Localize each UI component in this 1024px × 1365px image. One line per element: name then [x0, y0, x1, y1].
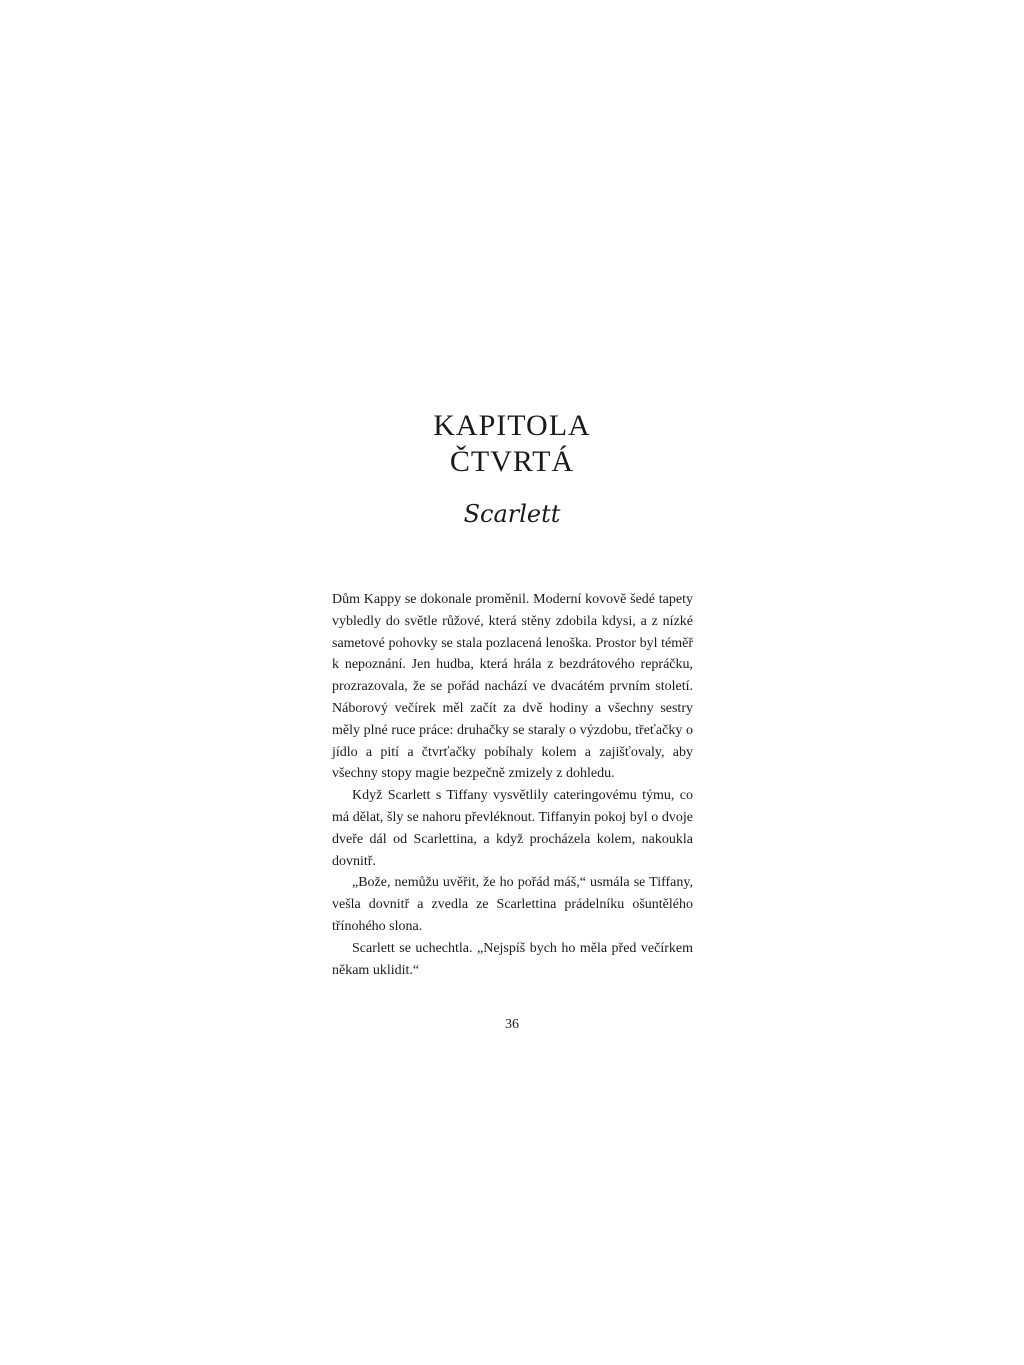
- paragraph-3: „Bože, nemůžu uvěřit, že ho pořád máš,“ usmála se Tiffany, vešla dovnitř a zvedla ze Scarlettina prádelníku ošuntělého třínohého slona.: [332, 875, 693, 934]
- paragraph-1: Dům Kappy se dokonale proměnil. Moderní kovově šedé tapety vybledly do světle růžové, která stěny zdobila kdysi, a z nízké sametové pohovky se stala pozlacená lenoška. Prostor byl téměř k nepoznání. Jen hudba, která hrála z bezdrátového repráčku, prozrazovala, že se pořád nachází ve dvacátém prvním století. Náborový večírek měl začít za dvě hodiny a všechny sestry měly plné ruce práce: druhačky se staraly o výzdobu, třeťačky o jídlo a pití a čtvrťačky pobíhaly kolem a zajišťovaly, aby všechny stopy magie bezpečně zmizely z dohledu.: [332, 592, 693, 782]
- body-text: [332, 589, 693, 981]
- chapter-title-line-1: KAPITOLA: [433, 409, 591, 442]
- paragraph-4: Scarlett se uchechtla. „Nejspíš bych ho měla před večírkem někam uklidit.“: [332, 940, 693, 978]
- page-number: 36: [505, 1017, 519, 1032]
- chapter-title-line-2: ČTVRTÁ: [449, 445, 575, 478]
- chapter-heading: [0, 408, 1024, 480]
- chapter-subtitle: Scarlett: [463, 500, 561, 528]
- paragraph-2: Když Scarlett s Tiffany vysvětlily cateringovému týmu, co má dělat, šly se nahoru převléknout. Tiffanyin pokoj byl o dvoje dveře dál od Scarlettina, a když procházela kolem, nakoukla dovnitř.: [332, 788, 693, 869]
